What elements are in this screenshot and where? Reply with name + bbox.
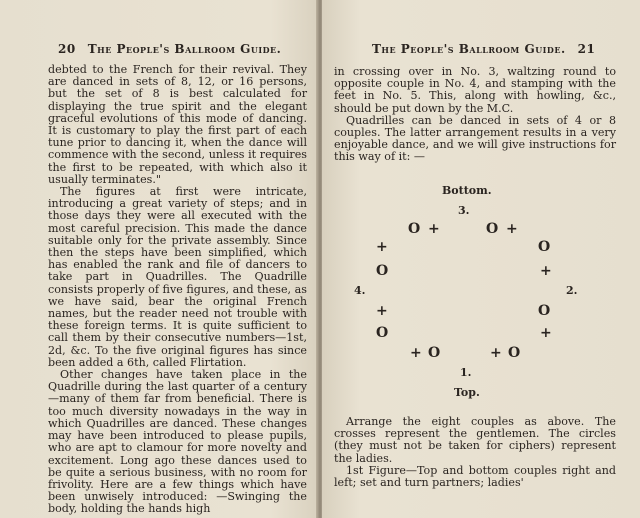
left-body-text xyxy=(48,64,307,516)
diagram-position-number: 3. xyxy=(458,204,470,217)
gentleman-cross: + xyxy=(540,263,552,279)
right-body-text-bottom xyxy=(334,416,616,489)
paragraph: Other changes have taken place in the Quadrille during the last quarter of a century—many of them far from beneficial. There is too much diversity nowadays in the way in which Quadrilles are danced. These changes may have been introduced to please pupils, who are apt to clamour for more novelty and excitement. Long ago these dances used to be quite a serious business, with no room for frivolity. Here are a few things which have been unwisely introduced: —Swinging the body, holding the hands high xyxy=(48,368,307,516)
paragraph: in crossing over in No. 3, waltzing round to opposite couple in No. 4, and stamping with the feet in No. 5. This, along with howling, &c., should be put down by the M.C. xyxy=(334,65,616,115)
lady-circle: O xyxy=(428,345,441,361)
gentleman-cross: + xyxy=(428,221,440,237)
lady-circle: O xyxy=(376,263,389,279)
lady-circle: O xyxy=(408,221,421,237)
diagram-position-number: 2. xyxy=(566,284,578,297)
right-page xyxy=(322,0,640,518)
lady-circle: O xyxy=(486,221,499,237)
lady-circle: O xyxy=(508,345,521,361)
gentleman-cross: + xyxy=(540,325,552,341)
quadrille-diagram xyxy=(322,180,640,410)
diagram-position-number: 1. xyxy=(460,366,472,379)
gentleman-cross: + xyxy=(376,239,388,255)
left-head-title: The People's Ballroom Guide. xyxy=(87,42,282,56)
gentleman-cross: + xyxy=(410,345,422,361)
paragraph: debted to the French for their revival. They are danced in sets of 8, 12, or 16 persons, but the set of 8 is best calculated for displaying the true spirit and the elegant graceful evolutions of this mode of dancing. It is customary to play the first part of each tune prior to dancing it, when the dance will commence with the second, unless it requires the first to be repeated, with which also it usually terminates." xyxy=(48,63,307,186)
gentleman-cross: + xyxy=(376,303,388,319)
diagram-position-number: 4. xyxy=(354,284,366,297)
paragraph: The figures at first were intricate, introducing a great variety of steps; and in those days they were all executed with the most careful precision. This made the dance suitable only for the private assembly. Since then the steps have been simplified, which has enabled the rank and file of dancers to take part in Quadrilles. The Quadrille consists properly of five figures, and these, as we have said, bear the original French names, but the reader need not trouble with these foreign terms. It is quite sufficient to call them by their consecutive numbers—1st, 2d, &c. To the five original figures has since been added a 6th, called Flirtation. xyxy=(48,185,307,369)
right-page-number: 21 xyxy=(577,42,596,56)
gentleman-cross: + xyxy=(490,345,502,361)
lady-circle: O xyxy=(376,325,389,341)
paragraph: 1st Figure—Top and bottom couples right and left; set and turn partners; ladies' xyxy=(334,463,616,490)
right-running-head xyxy=(372,42,595,56)
lady-circle: O xyxy=(538,239,551,255)
left-page xyxy=(0,0,318,518)
paragraph: Arrange the eight couples as above. The crosses represent the gentlemen. The circles (they must not be taken for ciphers) represent the ladies. xyxy=(334,415,616,465)
gentleman-cross: + xyxy=(506,221,518,237)
lady-circle: O xyxy=(538,303,551,319)
right-body-text-top xyxy=(334,66,616,164)
left-page-number: 20 xyxy=(58,42,76,56)
diagram-label-top: Top. xyxy=(454,386,480,399)
paragraph: Quadrilles can be danced in sets of 4 or 8 couples. The latter arrangement results in a very enjoyable dance, and we will give instructions for this way of it: — xyxy=(334,113,616,164)
diagram-label-bottom: Bottom. xyxy=(442,184,492,197)
right-head-title: The People's Ballroom Guide. xyxy=(372,42,566,56)
left-running-head xyxy=(58,42,281,56)
